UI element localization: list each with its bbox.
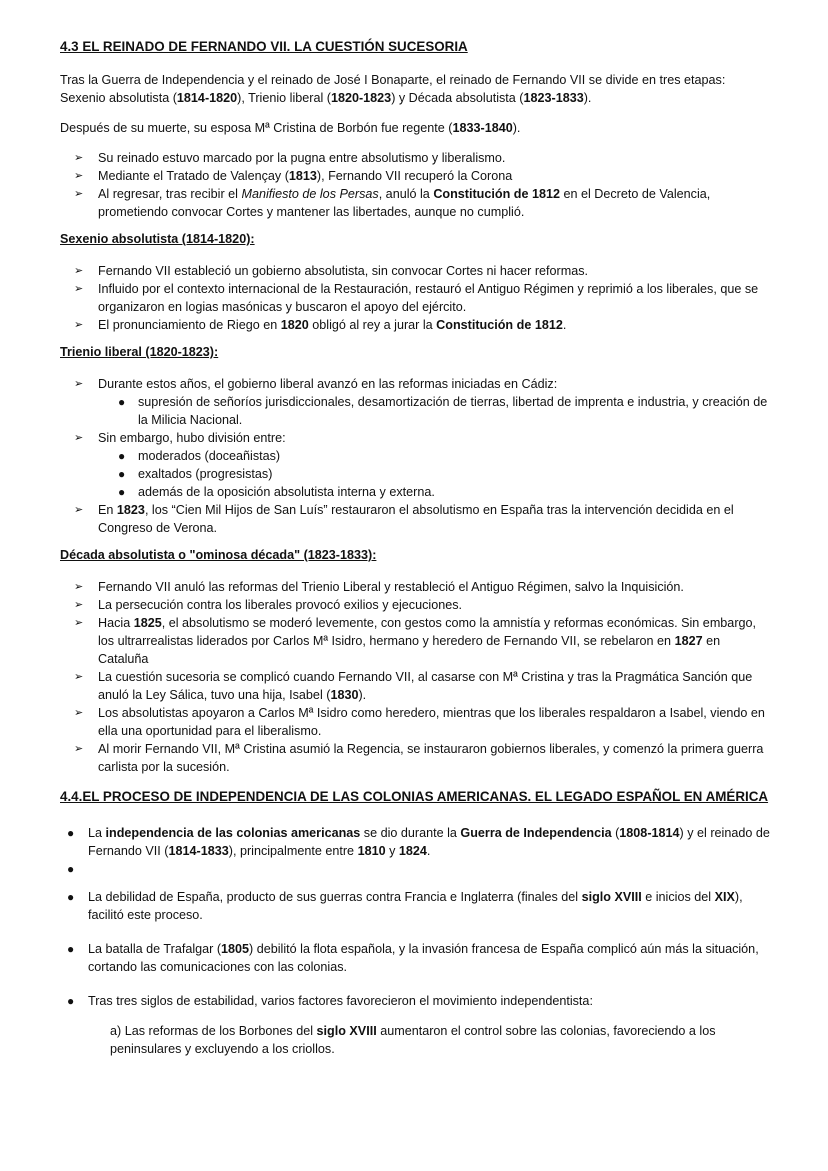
bullet-dot-icon: ● <box>118 395 126 409</box>
reforms-sublist <box>98 393 770 429</box>
list-item: ➢ Hacia 1825, el absolutismo se moderó levemente, con gestos como la amnistía y reformas económicas. Sin embargo, los ultrarrealistas liderados por Carlos Mª Isidro, hermano y heredero de Fernando VII, se rebelaron en 1827 en Cataluña <box>74 616 757 666</box>
bullet-dot-icon: ● <box>118 467 126 481</box>
list-item: ● La independencia de las colonias americanas se dio durante la Guerra de Independencia (1808-1814) y el reinado de Fernando VII (1814-1833), principalmente entre 1810 y 1824. <box>67 826 770 858</box>
arrow-bullet-icon: ➢ <box>74 707 84 719</box>
list-item: ➢ Fernando VII anuló las reformas del Trienio Liberal y restableció el Antiguo Régimen, salvo la Inquisición. <box>74 580 684 594</box>
list-item: ➢ Fernando VII estableció un gobierno absolutista, sin convocar Cortes ni hacer reformas. <box>74 264 589 278</box>
list-item: ➢ Durante estos años, el gobierno liberal avanzó en las reformas iniciadas en Cádiz: ● supresión de señoríos jurisdiccionales, desamortización de tierras, libertad de imprenta e industria, y creación de la Milicia Nacional. <box>98 375 770 429</box>
heading-trienio: Trienio liberal (1820-1823): <box>60 345 219 359</box>
list-item: ● moderados (doceañistas) <box>118 449 281 463</box>
list-item: ➢ En 1823, los “Cien Mil Hijos de San Luís” restauraron el absolutismo en España tras la intervención decidida en el Congreso de Verona. <box>74 503 734 535</box>
arrow-bullet-icon: ➢ <box>74 188 84 200</box>
list-item: ● exaltados (progresistas) <box>118 467 273 481</box>
bullet-dot-icon: ● <box>67 890 75 904</box>
list-item: ➢ Los absolutistas apoyaron a Carlos Mª Isidro como heredero, mientras que los liberales respaldaron a Isabel, viendo en ella una oportunidad para el liberalismo. <box>74 706 765 738</box>
division-sublist <box>98 447 770 501</box>
bullet-dot-icon: ● <box>118 485 126 499</box>
list-item: ● además de la oposición absolutista interna y externa. <box>118 485 435 499</box>
arrow-bullet-icon: ➢ <box>74 743 84 755</box>
bullet-dot-icon: ● <box>67 942 75 956</box>
arrow-bullet-icon: ➢ <box>74 283 84 295</box>
list-item: ➢ Influido por el contexto internacional de la Restauración, restauró el Antiguo Régimen y reprimió a los liberales, que se organizaron en logias masónicas y buscaron el apoyo del ejército. <box>74 282 759 314</box>
factor-a-paragraph: a) Las reformas de los Borbones del siglo XVIII aumentaron el control sobre las colonias, favoreciendo a los peninsulares y excluyendo a los criollos. <box>110 1024 716 1056</box>
bullet-dot-icon: ● <box>67 826 75 840</box>
arrow-bullet-icon: ➢ <box>74 432 84 444</box>
list-item: ➢ Su reinado estuvo marcado por la pugna entre absolutismo y liberalismo. <box>74 151 506 165</box>
list-item: ● supresión de señoríos jurisdiccionales, desamortización de tierras, libertad de imprenta e industria, y creación de la Milicia Nacional. <box>118 395 768 427</box>
arrow-bullet-icon: ➢ <box>74 617 84 629</box>
list-item: ● Tras tres siglos de estabilidad, varios factores favorecieron el movimiento independentista: <box>67 994 593 1008</box>
heading-sexenio: Sexenio absolutista (1814-1820): <box>60 232 255 246</box>
list-item: ➢ Al morir Fernando VII, Mª Cristina asumió la Regencia, se instauraron gobiernos liberales, y comenzó la primera guerra carlista por la sucesión. <box>74 742 764 774</box>
section-title-4-3: 4.3 EL REINADO DE FERNANDO VII. LA CUESTIÓN SUCESORIA <box>60 39 468 54</box>
list-item: ➢ El pronunciamiento de Riego en 1820 obligó al rey a jurar la Constitución de 1812. <box>74 318 567 332</box>
list-item: ➢ La cuestión sucesoria se complicó cuando Fernando VII, al casarse con Mª Cristina y tras la Pragmática Sanción que anuló la Ley Sálica, tuvo una hija, Isabel (1830). <box>74 670 753 702</box>
bullet-dot-icon: ● <box>67 862 75 876</box>
regency-paragraph: Después de su muerte, su esposa Mª Cristina de Borbón fue regente (1833-1840). <box>60 121 521 135</box>
list-item: ➢ La persecución contra los liberales provocó exilios y ejecuciones. <box>74 598 463 612</box>
list-item: ➢ Mediante el Tratado de Valençay (1813), Fernando VII recuperó la Corona <box>74 169 513 183</box>
arrow-bullet-icon: ➢ <box>74 671 84 683</box>
bullet-dot-icon: ● <box>118 449 126 463</box>
list-item: ● La debilidad de España, producto de sus guerras contra Francia e Inglaterra (finales del siglo XVIII e inicios del XIX), facilitó este proceso. <box>67 890 743 922</box>
arrow-bullet-icon: ➢ <box>74 599 84 611</box>
document-page <box>60 38 770 1058</box>
list-item: ● La batalla de Trafalgar (1805) debilitó la flota española, y la invasión francesa de España complicó aún más la situación, cortando las comunicaciones con las colonias. <box>67 942 759 974</box>
sexenio-list <box>60 262 770 334</box>
arrow-bullet-icon: ➢ <box>74 319 84 331</box>
list-item <box>67 860 770 878</box>
heading-decada: Década absolutista o "ominosa década" (1823-1833): <box>60 548 377 562</box>
decada-list <box>60 578 770 776</box>
arrow-bullet-icon: ➢ <box>74 378 84 390</box>
list-item: ➢ Al regresar, tras recibir el Manifiesto de los Persas, anuló la Constitución de 1812 en el Decreto de Valencia, prometiendo convocar Cortes y mantener las libertades, aunque no cumplió. <box>74 187 711 219</box>
reign-points-list <box>60 149 770 221</box>
independence-list <box>60 824 770 1010</box>
arrow-bullet-icon: ➢ <box>74 152 84 164</box>
arrow-bullet-icon: ➢ <box>74 504 84 516</box>
arrow-bullet-icon: ➢ <box>74 265 84 277</box>
section-title-4-4: 4.4.EL PROCESO DE INDEPENDENCIA DE LAS COLONIAS AMERICANAS. EL LEGADO ESPAÑOL EN AMÉRICA <box>60 789 769 804</box>
trienio-list <box>60 375 770 537</box>
list-item: ➢ Sin embargo, hubo división entre: ● moderados (doceañistas) ● exaltados (progresistas) ● además de la oposición absolutista interna y externa. <box>98 429 770 501</box>
arrow-bullet-icon: ➢ <box>74 170 84 182</box>
arrow-bullet-icon: ➢ <box>74 581 84 593</box>
intro-paragraph: Tras la Guerra de Independencia y el reinado de José I Bonaparte, el reinado de Fernando VII se divide en tres etapas: Sexenio absolutista (1814-1820), Trienio liberal (1820-1823) y Década absolutista (1823-1833). <box>60 73 726 105</box>
bullet-dot-icon: ● <box>67 994 75 1008</box>
